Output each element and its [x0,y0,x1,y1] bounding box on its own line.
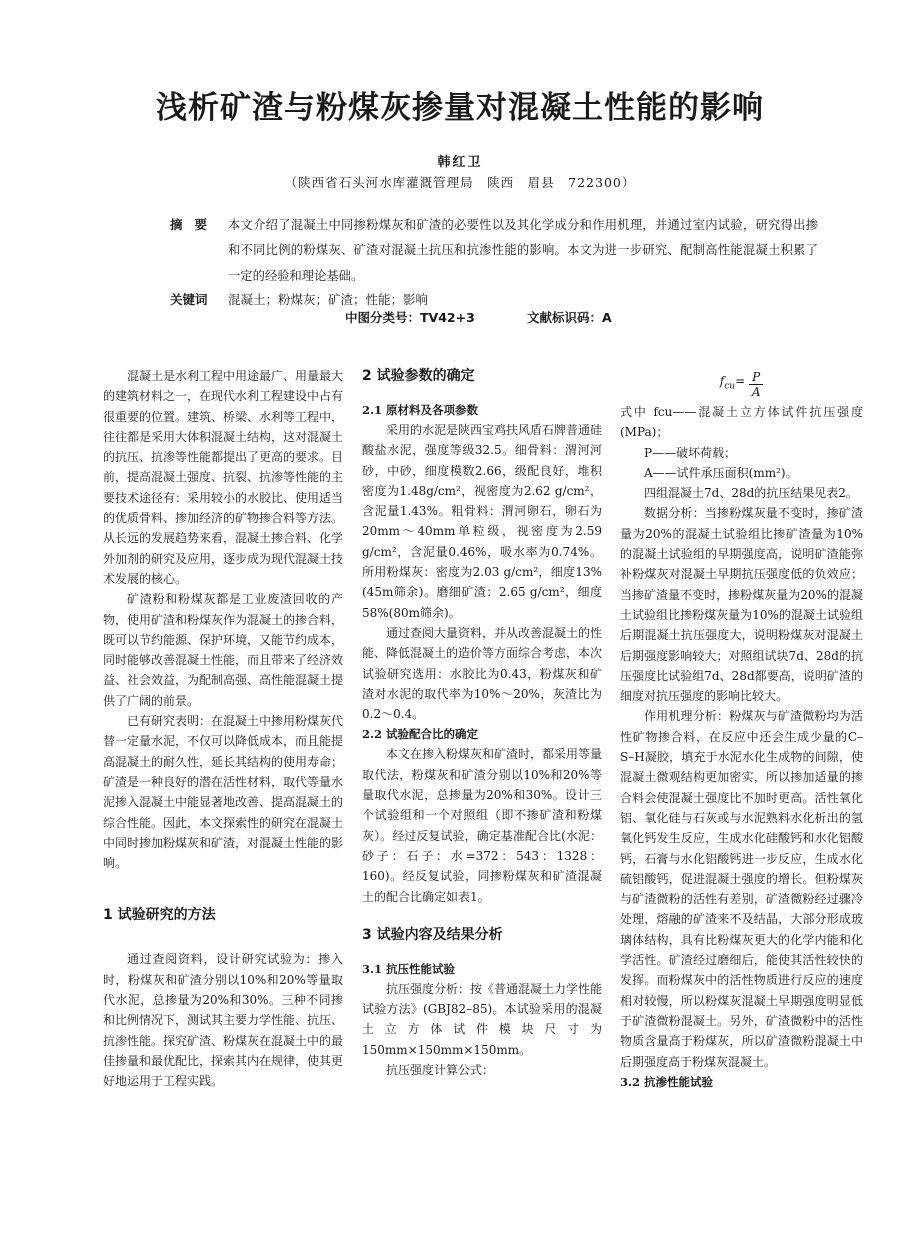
subsection-3-2-heading: 3.2 抗渗性能试验 [620,1074,714,1089]
formula-fraction [749,370,763,399]
intro-paragraph-3: 已有研究表明：在混凝土中掺用粉煤灰代替一定量水泥，不仅可以降低成本，而且能提高混凝土的耐久性，延长其结构的使用寿命；矿渣是一种良好的潜在活性材料，取代等量水泥掺入混凝土中能显著地改善、提高混凝土的综合性能。因此，本文探索性的研究在混凝土中同时掺加粉煤灰和矿渣，对混凝土性能的影响。 [103,714,344,871]
section-2-heading: 2 试验参数的确定 [362,368,475,384]
left-column [103,366,343,1092]
section-1-paragraph: 通过查阅资料，设计研究试验为：掺入时，粉煤灰和矿渣分别以10%和20%等量取代水泥，总掺量为20%和30%。三种不同掺和比例情况下，测试其主要力学性能、抗压、抗渗性能。探究矿渣、粉煤灰在混凝土中的最佳掺量和最优配比，探索其内在规律，使其更好地运用于工程实践。 [103,952,344,1089]
strength-formula [620,366,863,402]
formula-denominator: A [751,384,761,399]
author: 韩红卫 [437,155,483,170]
abstract-label: 摘要 [170,217,220,232]
formula-definition-p: P——破坏荷载； [644,445,737,460]
formula-definition-fcu: 式中 fcu——混凝土立方体试件抗压强度(MPa)； [620,405,863,440]
materials-paragraph: 采用的水泥是陕西宝鸡扶风盾石牌普通硅酸盐水泥，强度等级32.5。细骨料：渭河河砂，中砂，细度模数2.66，级配良好，堆积密度为1.48g/cm²，视密度为2.62 g/cm²，含泥量1.43%。粗骨料：渭河卵石，卵石为20mm～40mm单粒级，视密度为2.59 g/cm²，含泥量0.46%，吸水率为0.74%。所用粉煤灰：密度为2.03 g/cm²，细度13%(45m筛余)。磨细矿渣：2.65 g/cm²，细度58%(80m筛余)。 [362,423,603,620]
intro-paragraph-2: 矿渣粉和粉煤灰都是工业废渣回收的产物，使用矿渣和粉煤灰作为混凝土的掺合料，既可以节约能源、保护环境，又能节约成本，同时能够改善混凝土性能，而且带来了经济效益、社会效益，为配制高强、高性能混凝土提供了广阔的前景。 [103,592,344,708]
intro-paragraph-1: 混凝土是水利工程中用途最广、用量最大的建筑材料之一，在现代水利工程建设中占有很重要的位置。建筑、桥梁、水利等工程中，往往都是采用大体积混凝土结构，这对混凝土的抗压、抗渗等性能都提出了更高的要求。目前，提高混凝土强度、抗裂、抗渗等性能的主要技术途径有：采用较小的水胶比、使用适当的优质骨料、掺加经济的矿物掺合料等方法。从长远的发展趋势来看，混凝土掺合料、化学外加剂的研究及应用，逐步成为现代混凝土技术发展的核心。 [103,369,344,586]
mix-ratio-paragraph: 本文在掺入粉煤灰和矿渣时，都采用等量取代法，粉煤灰和矿渣分别以10%和20%等量取代水泥，总掺量为20%和30%。设计三个试验组和一个对照组（即不掺矿渣和粉煤灰）。经过反复试验，确定基准配合比(水泥：砂子：石子：水=372：543：1328：160)。经反复试验，同掺粉煤灰和矿渣混凝土的配合比确定如表1。 [362,747,603,904]
section-1-heading: 1 试验研究的方法 [103,907,216,924]
results-intro-paragraph: 四组混凝土7d、28d的抗压结果见表2。 [644,486,858,501]
section-3-heading: 3 试验内容及结果分析 [362,926,503,943]
subsection-2-1-heading: 2.1 原材料及各项参数 [362,403,479,417]
classification-code: 中图分类号：TV42+3 [345,310,475,325]
paper-title: 浅析矿渣与粉煤灰掺量对混凝土性能的影响 [156,90,764,126]
formula-intro: 抗压强度计算公式： [386,1063,495,1078]
subsection-3-1-heading: 3.1 抗压性能试验 [362,961,456,976]
data-analysis-paragraph: 数据分析：当掺粉煤灰量不变时，掺矿渣量为20%的混凝土试验组比掺矿渣量为10%的混凝土试验组的早期强度高，说明矿渣能弥补粉煤灰对混凝土早期抗压强度低的负效应；当掺矿渣量不变时，掺粉煤灰量为20%的混凝土试验组比掺粉煤灰量为10%的混凝土试验组后期混凝土抗压强度大，说明粉煤灰对混凝土后期强度影响较大；对照组试块7d、28d的抗压强度比试验组7d、28d都要高，说明矿渣的细度对抗压强度的影响比较大。 [620,506,863,704]
formula-definition-a: A——试件承压面积(mm²)。 [644,465,798,480]
compressive-test-paragraph: 抗压强度分析：按《普通混凝土力学性能试验方法》(GBJ82–85)。本试验采用的混凝土立方体试件模块尺寸为150mm×150mm×150mm。 [362,981,603,1057]
right-column [620,366,863,1092]
formula-numerator: P [749,370,763,385]
parameters-paragraph: 通过查阅大量资料，并从改善混凝土的性能、降低混凝土的造价等方面综合考虑，本次试验研究选用：水胶比为0.43，粉煤灰和矿渣对水泥的取代率为10%～20%，灰渣比为0.2～0.4。 [362,625,603,722]
abstract-text: 本文介绍了混凝土中同掺粉煤灰和矿渣的必要性以及其化学成分和作用机理，并通过室内试验，研究得出掺和不同比例的粉煤灰、矿渣对混凝土抗压和抗渗性能的影响。本文为进一步研究、配制高性能混凝土积累了一定的经验和理论基础。 [228,218,818,283]
keywords-text: 混凝土；粉煤灰；矿渣；性能；影响 [228,292,429,307]
middle-column [362,366,602,1080]
formula-lhs: $f_{cu}=$ [719,374,746,392]
mechanism-paragraph: 作用机理分析：粉煤灰与矿渣微粉均为活性矿物掺合料，在反应中还会生成少量的C–S–H凝胶，填充于水泥水化生成物的间隙，使混凝土微观结构更加密实，所以掺加适量的掺合料会使混凝土强度比不加时更高。活性氧化铝、氧化硅与石灰或与水泥熟料水化析出的氢氧化钙发生反应，生成水化硅酸钙和水化铝酸钙，石膏与水化铝酸钙进一步反应，生成水化硫铝酸钙，促进混凝土强度的增长。但粉煤灰与矿渣微粉的活性有差别，矿渣微粉经过骤冷处理，熔融的矿渣来不及结晶，大部分形成玻璃体结构，具有比粉煤灰更大的化学内能和化学活性。矿渣经过磨细后，能使其活性较快的发挥。而粉煤灰中的活性物质进行反应的速度相对较慢，所以粉煤灰混凝土早期强度明显低于矿渣微粉混凝土。另外，矿渣微粉中的活性物质含量高于粉煤灰，所以矿渣微粉混凝土中后期强度高于粉煤灰混凝土。 [620,709,863,1069]
affiliation: （陕西省石头河水库灌溉管理局 陕西 眉县 722300） [284,175,636,190]
document-code: 文献标识码：A [527,310,612,325]
keywords-label: 关键词 [170,292,208,307]
subsection-2-2-heading: 2.2 试验配合比的确定 [362,727,479,742]
